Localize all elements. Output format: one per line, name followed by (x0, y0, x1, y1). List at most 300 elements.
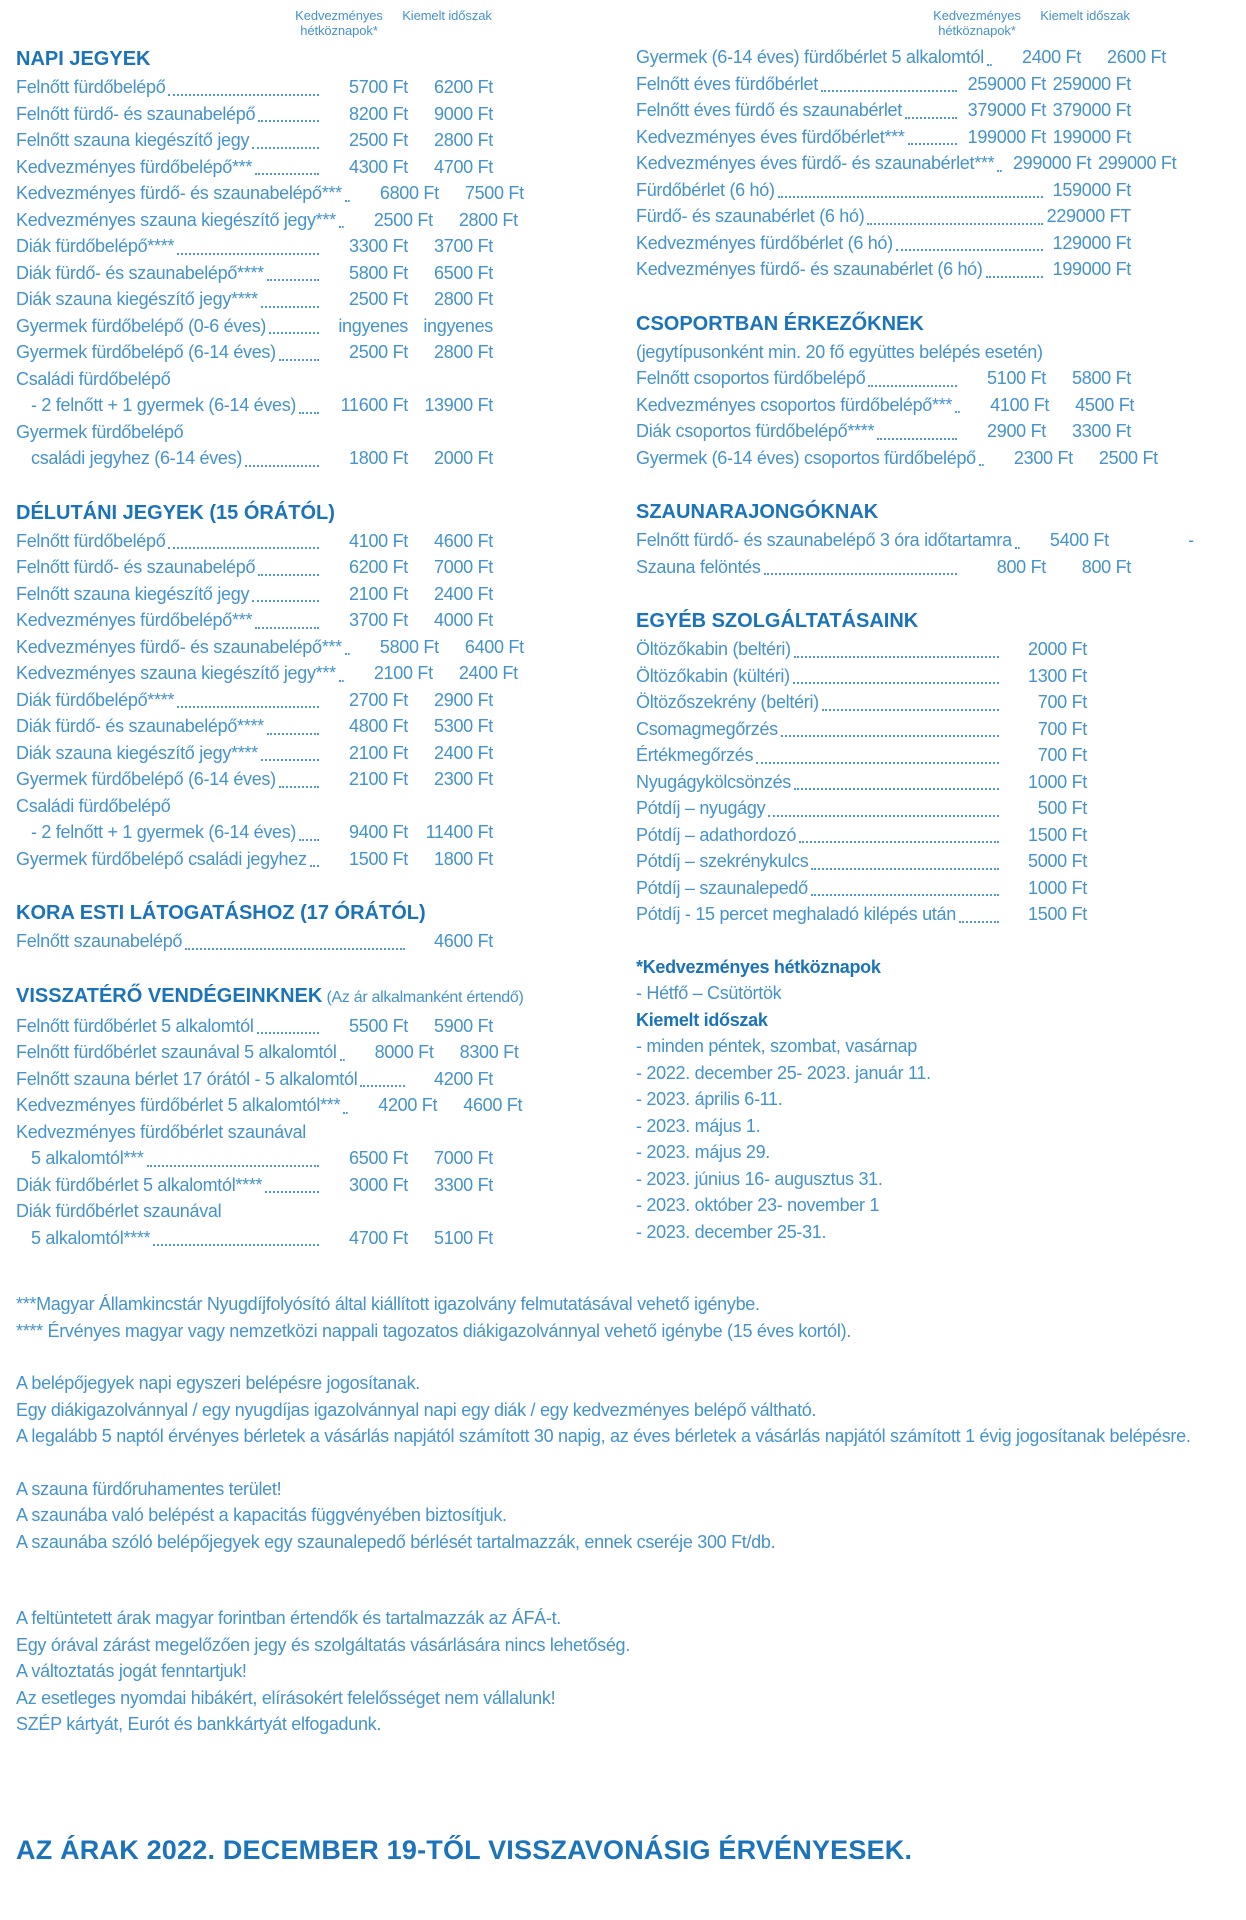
legend-line: *Kedvezményes hétköznapok (636, 956, 881, 977)
price-weekday: 4100 Ft (349, 530, 408, 551)
price-row (636, 822, 1131, 849)
price-weekday: 4800 Ft (349, 716, 408, 736)
section-title-text: CSOPORTBAN ÉRKEZŐKNEK (636, 312, 924, 335)
legend-line: - Hétfő – Csütörtök (636, 983, 782, 1003)
price-row-label: Diák szauna kiegészítő jegy**** (16, 289, 258, 309)
price-peak: 4200 Ft (434, 1068, 493, 1089)
price-weekday: 9400 Ft (349, 822, 408, 842)
price-row (16, 1066, 493, 1093)
colhead-kedvezmenyes-hetkoznapok: Kedvezményes hétköznapok* (933, 8, 1021, 38)
price-row-label: Pótdíj – adathordozó (636, 824, 797, 845)
price-row-label: Szauna felöntés (636, 556, 761, 577)
dotted-leader (343, 1112, 348, 1114)
price-peak: 6200 Ft (434, 77, 493, 97)
price-row (636, 445, 1158, 472)
price-row-label: Kedvezményes éves fürdő- és szaunabérlet*** (636, 153, 995, 173)
footnotes (16, 1291, 1230, 1738)
price-row-label: - 2 felnőtt + 1 gyermek (6-14 éves) (31, 395, 297, 415)
price-peak: 4600 Ft (434, 931, 493, 951)
price-row (16, 634, 524, 661)
price-weekday: 299000 Ft (1012, 153, 1092, 173)
price-weekday: 4200 Ft (378, 1095, 438, 1115)
price-row-label: Kedvezményes csoportos fürdőbelépő*** (636, 394, 953, 415)
price-row (636, 875, 1131, 902)
price-peak: 229000 FT (1046, 206, 1131, 226)
section-title-text: KORA ESTI LÁTOGATÁSHOZ (17 ÓRÁTÓL) (16, 902, 426, 924)
notes-group (16, 1291, 1230, 1344)
note-line: A legalább 5 naptól érvényes bérletek a vásárlás napjától számított 30 napig, az éves bérletek a vásárlás napjától számított 1 évig jogosítanak belépésre. (16, 1426, 1191, 1446)
price-peak: 2000 Ft (434, 448, 493, 468)
price-row-label: Diák csoportos fürdőbelépő**** (636, 421, 875, 441)
price-peak: 8300 Ft (459, 1042, 519, 1062)
dotted-leader (258, 120, 319, 122)
dotted-leader (168, 94, 319, 96)
price-row-label: Felnőtt fürdőbérlet 5 alkalomtól (16, 1015, 254, 1036)
price-row (636, 716, 1131, 743)
price-row (636, 97, 1131, 124)
price-row-label: Kedvezményes szauna kiegészítő jegy*** (16, 663, 336, 683)
dotted-leader (955, 411, 960, 413)
price-weekday: 2500 Ft (349, 130, 408, 150)
section-visszatero-vendegeknek (16, 981, 524, 1252)
section-title-text: SZAUNARAJONGÓKNAK (636, 501, 879, 523)
legend-line: - 2022. december 25- 2023. január 11. (636, 1062, 931, 1083)
dotted-leader (764, 573, 957, 575)
price-row (16, 260, 493, 287)
price-peak: 2000 Ft (1028, 639, 1087, 659)
price-peak: 4700 Ft (434, 156, 493, 177)
price-row (16, 1092, 523, 1119)
price-peak: 700 Ft (1037, 718, 1087, 739)
dotted-leader (768, 815, 999, 817)
price-peak: 5800 Ft (1072, 368, 1131, 388)
price-row-label: Felnőtt éves fürdőbérlet (636, 73, 818, 94)
section-title (636, 606, 1131, 636)
price-row (16, 233, 493, 260)
dotted-leader (177, 706, 319, 708)
price-row (16, 819, 493, 846)
dotted-leader (339, 226, 344, 228)
price-row (16, 928, 493, 955)
price-row (16, 180, 524, 207)
price-row-label: Csomagmegőrzés (636, 718, 778, 739)
note-line: SZÉP kártyát, Eurót és bankkártyát elfogadunk. (16, 1714, 382, 1734)
dotted-leader (908, 143, 957, 145)
dotted-leader (168, 547, 319, 549)
price-row-label: 5 alkalomtól**** (31, 1227, 151, 1248)
price-peak: 199000 Ft (1052, 259, 1131, 279)
price-row-label: Családi fürdőbelépő (16, 368, 171, 389)
dotted-leader (794, 656, 999, 658)
price-peak: 2300 Ft (434, 769, 493, 789)
price-row (636, 901, 1131, 928)
price-peak: 1500 Ft (1028, 824, 1087, 845)
dotted-leader (267, 279, 319, 281)
price-row-label: Felnőtt csoportos fürdőbelépő (636, 368, 866, 388)
price-row (636, 848, 1131, 875)
note-line: A szaunába szóló belépőjegyek egy szaunalepedő bérlését tartalmazzák, ennek cseréje 300 Ft/db. (16, 1531, 776, 1552)
section-title-text: VISSZATÉRŐ VENDÉGEINKNEK (16, 984, 323, 1007)
price-weekday: 3000 Ft (349, 1174, 408, 1195)
price-row-label: Kedvezményes éves fürdőbérlet*** (636, 126, 905, 147)
price-row-label: Diák szauna kiegészítő jegy**** (16, 742, 258, 763)
price-row-label: 5 alkalomtól*** (31, 1148, 144, 1168)
dotted-leader (360, 1085, 405, 1087)
price-weekday: 5500 Ft (349, 1015, 408, 1036)
dotted-leader (257, 1032, 319, 1034)
price-peak: 2600 Ft (1107, 47, 1166, 67)
price-weekday: 2700 Ft (349, 689, 408, 710)
price-peak: 11400 Ft (425, 822, 493, 842)
price-row (16, 419, 493, 446)
price-row (16, 713, 493, 740)
price-peak: 299000 Ft (1097, 153, 1177, 173)
section-csoportban-erkezoknek (636, 309, 1158, 472)
price-row-label: Felnőtt szauna kiegészítő jegy (16, 130, 250, 150)
price-peak: 13900 Ft (424, 395, 493, 415)
price-peak: 2800 Ft (434, 342, 493, 362)
price-weekday: 8000 Ft (374, 1042, 434, 1062)
price-weekday: 2400 Ft (1022, 47, 1081, 67)
note-line: ***Magyar Államkincstár Nyugdíjfolyósító által kiállított igazolvány felmutatásával vehető igénybe. (16, 1294, 760, 1314)
section-title (636, 497, 1131, 527)
colhead-kiemelt-idoszak: Kiemelt időszak (1040, 8, 1130, 23)
price-row (636, 795, 1131, 822)
price-row (16, 1013, 493, 1040)
dotted-leader (794, 788, 999, 790)
price-row (16, 445, 493, 472)
price-row (16, 313, 493, 340)
price-row (636, 230, 1131, 257)
price-peak: 2800 Ft (434, 130, 493, 150)
section-delutani-jegyek (16, 498, 524, 873)
price-row-label: Kedvezményes fürdő- és szaunabelépő*** (16, 636, 342, 657)
price-row (636, 177, 1131, 204)
dotted-leader (868, 385, 957, 387)
price-row-label: Felnőtt fürdő- és szaunabelépő (16, 103, 256, 124)
price-row-label: Családi fürdőbelépő (16, 795, 171, 816)
dotted-leader (279, 786, 319, 788)
note-line: **** Érvényes magyar vagy nemzetközi nappali tagozatos diákigazolvánnyal vehető igénybe (15 éves kortól). (16, 1320, 851, 1341)
price-row-label: Gyermek (6-14 éves) csoportos fürdőbelépő (636, 447, 976, 468)
price-row-label: Pótdíj - 15 percet meghaladó kilépés után (636, 904, 956, 924)
section-title-text: DÉLUTÁNI JEGYEK (15 ÓRÁTÓL) (16, 501, 335, 524)
price-weekday: 8200 Ft (349, 103, 408, 124)
price-peak: 5000 Ft (1028, 851, 1087, 871)
price-row-label: Diák fürdő- és szaunabelépő**** (16, 262, 264, 283)
price-peak: 6500 Ft (434, 262, 493, 283)
price-row (16, 660, 518, 687)
dotted-leader (905, 117, 957, 119)
price-row-label: Felnőtt szauna bérlet 17 órától - 5 alkalomtól (16, 1068, 358, 1089)
price-row-label: Felnőtt fürdő- és szaunabelépő (16, 557, 256, 577)
price-peak: 9000 Ft (434, 103, 493, 124)
column-headers (636, 8, 1131, 38)
price-row (636, 124, 1131, 151)
price-weekday: 2900 Ft (987, 421, 1046, 441)
legend-line: - 2023. április 6-11. (636, 1089, 783, 1109)
right-column (636, 8, 1194, 1245)
price-row (636, 742, 1131, 769)
price-row (16, 1119, 493, 1146)
dotted-leader (252, 600, 319, 602)
price-peak: 1000 Ft (1028, 771, 1087, 792)
price-row-label: Gyermek (6-14 éves) fürdőbérlet 5 alkalomtól (636, 47, 984, 67)
dotted-leader (793, 682, 999, 684)
price-row (636, 71, 1131, 98)
price-peak: 7000 Ft (434, 1148, 493, 1168)
dotted-leader (177, 253, 319, 255)
dotted-leader (811, 894, 999, 896)
notes-group (16, 1476, 1230, 1556)
left-column (16, 8, 524, 1251)
price-peak: 2400 Ft (458, 663, 518, 683)
price-row (636, 256, 1131, 283)
column-headers (16, 8, 493, 38)
dotted-leader (756, 762, 999, 764)
legend-line: - 2023. október 23- november 1 (636, 1195, 880, 1215)
section-egyeb-szolgaltatasaink (636, 606, 1131, 928)
price-row-label: Felnőtt éves fürdő és szaunabérlet (636, 100, 902, 120)
price-row (16, 207, 518, 234)
price-weekday: 5800 Ft (349, 262, 408, 283)
dotted-leader (1015, 547, 1020, 549)
price-weekday: 2500 Ft (349, 289, 408, 309)
section-subtitle: (jegytípusonként min. 20 fő együttes belépés esetén) (636, 341, 1043, 362)
legend-line: - 2023. június 16- augusztus 31. (636, 1168, 883, 1189)
note-line: Egy diákigazolvánnyal / egy nyugdíjas igazolvánnyal napi egy diák / egy kedvezményes belépő váltható. (16, 1399, 817, 1420)
price-row-label: Felnőtt fürdőbérlet szaunával 5 alkalomtól (16, 1042, 337, 1062)
price-row (636, 527, 1194, 554)
price-weekday: 3700 Ft (349, 610, 408, 630)
dotted-leader (778, 196, 1043, 198)
price-peak: 4000 Ft (434, 610, 493, 630)
price-row-label: - 2 felnőtt + 1 gyermek (6-14 éves) (31, 822, 297, 842)
price-columns (16, 8, 1230, 1251)
price-peak: 2900 Ft (434, 689, 493, 710)
price-row (16, 1198, 493, 1225)
price-weekday: 2100 Ft (349, 742, 408, 763)
price-row (16, 1172, 493, 1199)
price-row (16, 366, 493, 393)
price-row (636, 769, 1131, 796)
price-row (636, 203, 1131, 230)
price-peak: 1800 Ft (434, 848, 493, 869)
section-title (636, 309, 1131, 339)
price-peak: 2400 Ft (434, 583, 493, 604)
dotted-leader (267, 733, 319, 735)
dotted-leader (299, 839, 319, 841)
dotted-leader (252, 147, 319, 149)
price-peak: 700 Ft (1037, 745, 1087, 765)
price-peak: 500 Ft (1037, 798, 1087, 818)
price-row-label: Öltözőkabin (kültéri) (636, 665, 790, 686)
dotted-leader (821, 90, 957, 92)
dotted-leader (986, 276, 1043, 278)
price-row (16, 687, 493, 714)
section-title-text: NAPI JEGYEK (16, 48, 151, 70)
price-weekday: 2500 Ft (373, 209, 433, 230)
legend-line: - 2023. december 25-31. (636, 1221, 827, 1242)
price-peak: 199000 Ft (1052, 126, 1131, 147)
colhead-kiemelt-idoszak: Kiemelt időszak (402, 8, 492, 23)
price-peak: 7000 Ft (434, 557, 493, 577)
dotted-leader (867, 223, 1043, 225)
legend-block (636, 954, 1131, 1246)
dotted-leader (261, 306, 319, 308)
legend-line: - 2023. május 1. (636, 1115, 761, 1136)
price-weekday: 2300 Ft (1013, 447, 1073, 468)
price-peak: 4600 Ft (434, 530, 493, 551)
price-row-label: Diák fürdőbelépő**** (16, 689, 175, 710)
price-row-label: Pótdíj – szekrénykulcs (636, 851, 809, 871)
price-row-label: Gyermek fürdőbelépő (16, 421, 184, 442)
notes-group (16, 1370, 1230, 1450)
price-peak: 4500 Ft (1075, 394, 1135, 415)
price-peak: 5300 Ft (434, 716, 493, 736)
dotted-leader (339, 680, 344, 682)
price-row-label: Felnőtt szauna kiegészítő jegy (16, 583, 250, 604)
price-row-label: Öltözőszekrény (beltéri) (636, 692, 819, 712)
price-peak: 159000 Ft (1052, 179, 1131, 200)
legend-line: - minden péntek, szombat, vasárnap (636, 1036, 917, 1056)
dotted-leader (799, 841, 999, 843)
dotted-leader (896, 249, 1043, 251)
dotted-leader (261, 759, 319, 761)
price-weekday: 2100 Ft (373, 663, 433, 683)
dotted-leader (153, 1244, 319, 1246)
price-peak: 259000 Ft (1052, 73, 1131, 94)
price-weekday: 2500 Ft (349, 342, 408, 362)
price-row (16, 101, 493, 128)
price-row (636, 418, 1131, 445)
price-row (16, 1039, 519, 1066)
price-weekday: 11600 Ft (340, 395, 408, 415)
section-title (16, 44, 493, 74)
price-weekday: 6200 Ft (349, 557, 408, 577)
price-row (16, 392, 493, 419)
price-peak: 4600 Ft (463, 1095, 523, 1115)
dotted-leader (147, 1165, 319, 1167)
price-row (636, 689, 1131, 716)
price-row-label: Kedvezményes fürdőbelépő*** (16, 610, 253, 630)
price-weekday: 4300 Ft (349, 156, 408, 177)
price-row (16, 607, 493, 634)
price-row (16, 766, 493, 793)
price-row (636, 636, 1131, 663)
price-weekday: 2100 Ft (349, 769, 408, 789)
price-peak: 2400 Ft (434, 742, 493, 763)
price-row (16, 1145, 493, 1172)
price-row-label: Pótdíj – nyugágy (636, 798, 766, 818)
price-row-label: Nyugágykölcsönzés (636, 771, 791, 792)
price-peak: - (1188, 530, 1194, 550)
price-row (636, 392, 1135, 419)
price-row-label: Diák fürdőbérlet 5 alkalomtól**** (16, 1174, 263, 1195)
dotted-leader (781, 735, 999, 737)
price-row (16, 554, 493, 581)
price-row-label: Fürdő- és szaunabérlet (6 hó) (636, 206, 865, 226)
price-row-label: Kedvezményes fürdőbérlet szaunával (16, 1121, 306, 1142)
dotted-leader (269, 332, 319, 334)
price-row (636, 365, 1131, 392)
price-row-label: Gyermek fürdőbelépő családi jegyhez (16, 848, 307, 869)
price-row-label: Felnőtt fürdő- és szaunabelépő 3 óra időtartamra (636, 530, 1012, 550)
price-row-label: családi jegyhez (6-14 éves) (31, 448, 243, 468)
dotted-leader (959, 921, 999, 923)
section-title (16, 898, 493, 928)
price-row (16, 740, 493, 767)
price-row-label: Diák fürdőbérlet szaunával (16, 1201, 222, 1221)
legend-line: - 2023. május 29. (636, 1142, 770, 1162)
price-row-label: Kedvezményes fürdőbérlet 5 alkalomtól*** (16, 1095, 341, 1115)
price-weekday: 800 Ft (996, 556, 1046, 577)
price-peak: 1500 Ft (1028, 904, 1087, 924)
price-weekday: 6800 Ft (379, 183, 439, 203)
price-row (636, 663, 1131, 690)
price-weekday: 4700 Ft (349, 1227, 408, 1248)
price-row-label: Kedvezményes szauna kiegészítő jegy*** (16, 209, 336, 230)
price-peak: 2800 Ft (434, 289, 493, 309)
dotted-leader (299, 412, 319, 414)
dotted-leader (345, 200, 350, 202)
dotted-leader (997, 170, 1002, 172)
price-row-label: Gyermek fürdőbelépő (6-14 éves) (16, 342, 276, 362)
price-weekday: ingyenes (338, 315, 408, 336)
price-peak: 3700 Ft (434, 236, 493, 256)
dotted-leader (979, 464, 984, 466)
price-peak: 7500 Ft (464, 183, 524, 203)
section-kora-esti (16, 898, 493, 955)
note-line: A szauna fürdőruhamentes terület! (16, 1478, 282, 1499)
note-line: A feltüntetett árak magyar forintban értendők és tartalmazzák az ÁFÁ-t. (16, 1608, 561, 1628)
price-row (16, 74, 493, 101)
note-line: A szaunába való belépést a kapacitás függvényében biztosítjuk. (16, 1505, 507, 1525)
price-row (16, 154, 493, 181)
note-line: A belépőjegyek napi egyszeri belépésre jogosítanak. (16, 1373, 420, 1393)
price-peak: 6400 Ft (464, 636, 524, 657)
dotted-leader (345, 653, 350, 655)
price-weekday: 5100 Ft (987, 368, 1046, 388)
dotted-leader (811, 868, 999, 870)
price-row-label: Öltözőkabin (beltéri) (636, 639, 791, 659)
footer-title: AZ ÁRAK 2022. DECEMBER 19-TŐL VISSZAVONÁSIG ÉRVÉNYESEK. (16, 1834, 913, 1865)
price-weekday: 1800 Ft (349, 448, 408, 468)
price-weekday: 259000 Ft (967, 73, 1046, 94)
price-row (16, 528, 493, 555)
price-peak: 2500 Ft (1098, 447, 1158, 468)
price-row (636, 554, 1131, 581)
price-peak: 3300 Ft (1072, 421, 1131, 441)
price-peak: 379000 Ft (1052, 100, 1131, 120)
note-line: Az esetleges nyomdai hibákért, elírásokért felelősséget nem vállalunk! (16, 1687, 556, 1708)
price-row (16, 793, 493, 820)
price-row-label: Kedvezményes fürdőbelépő*** (16, 156, 253, 177)
section-title-text: EGYÉB SZOLGÁLTATÁSAINK (636, 610, 919, 632)
price-row-label: Kedvezményes fürdőbérlet (6 hó) (636, 232, 893, 253)
section-title (16, 498, 493, 528)
price-peak: 5900 Ft (434, 1015, 493, 1036)
price-row-label: Diák fürdő- és szaunabelépő**** (16, 716, 264, 736)
price-peak: 5100 Ft (434, 1227, 493, 1248)
dotted-leader (255, 627, 319, 629)
price-row-label: Kedvezményes fürdő- és szaunabérlet (6 hó) (636, 259, 983, 279)
section-szaunarajongoknak (636, 497, 1194, 580)
price-peak: 1000 Ft (1028, 877, 1087, 898)
section-title-suffix: (Az ár alkalmanként értendő) (322, 988, 524, 1006)
price-row-label: Felnőtt fürdőbelépő (16, 77, 166, 97)
dotted-leader (987, 64, 992, 66)
